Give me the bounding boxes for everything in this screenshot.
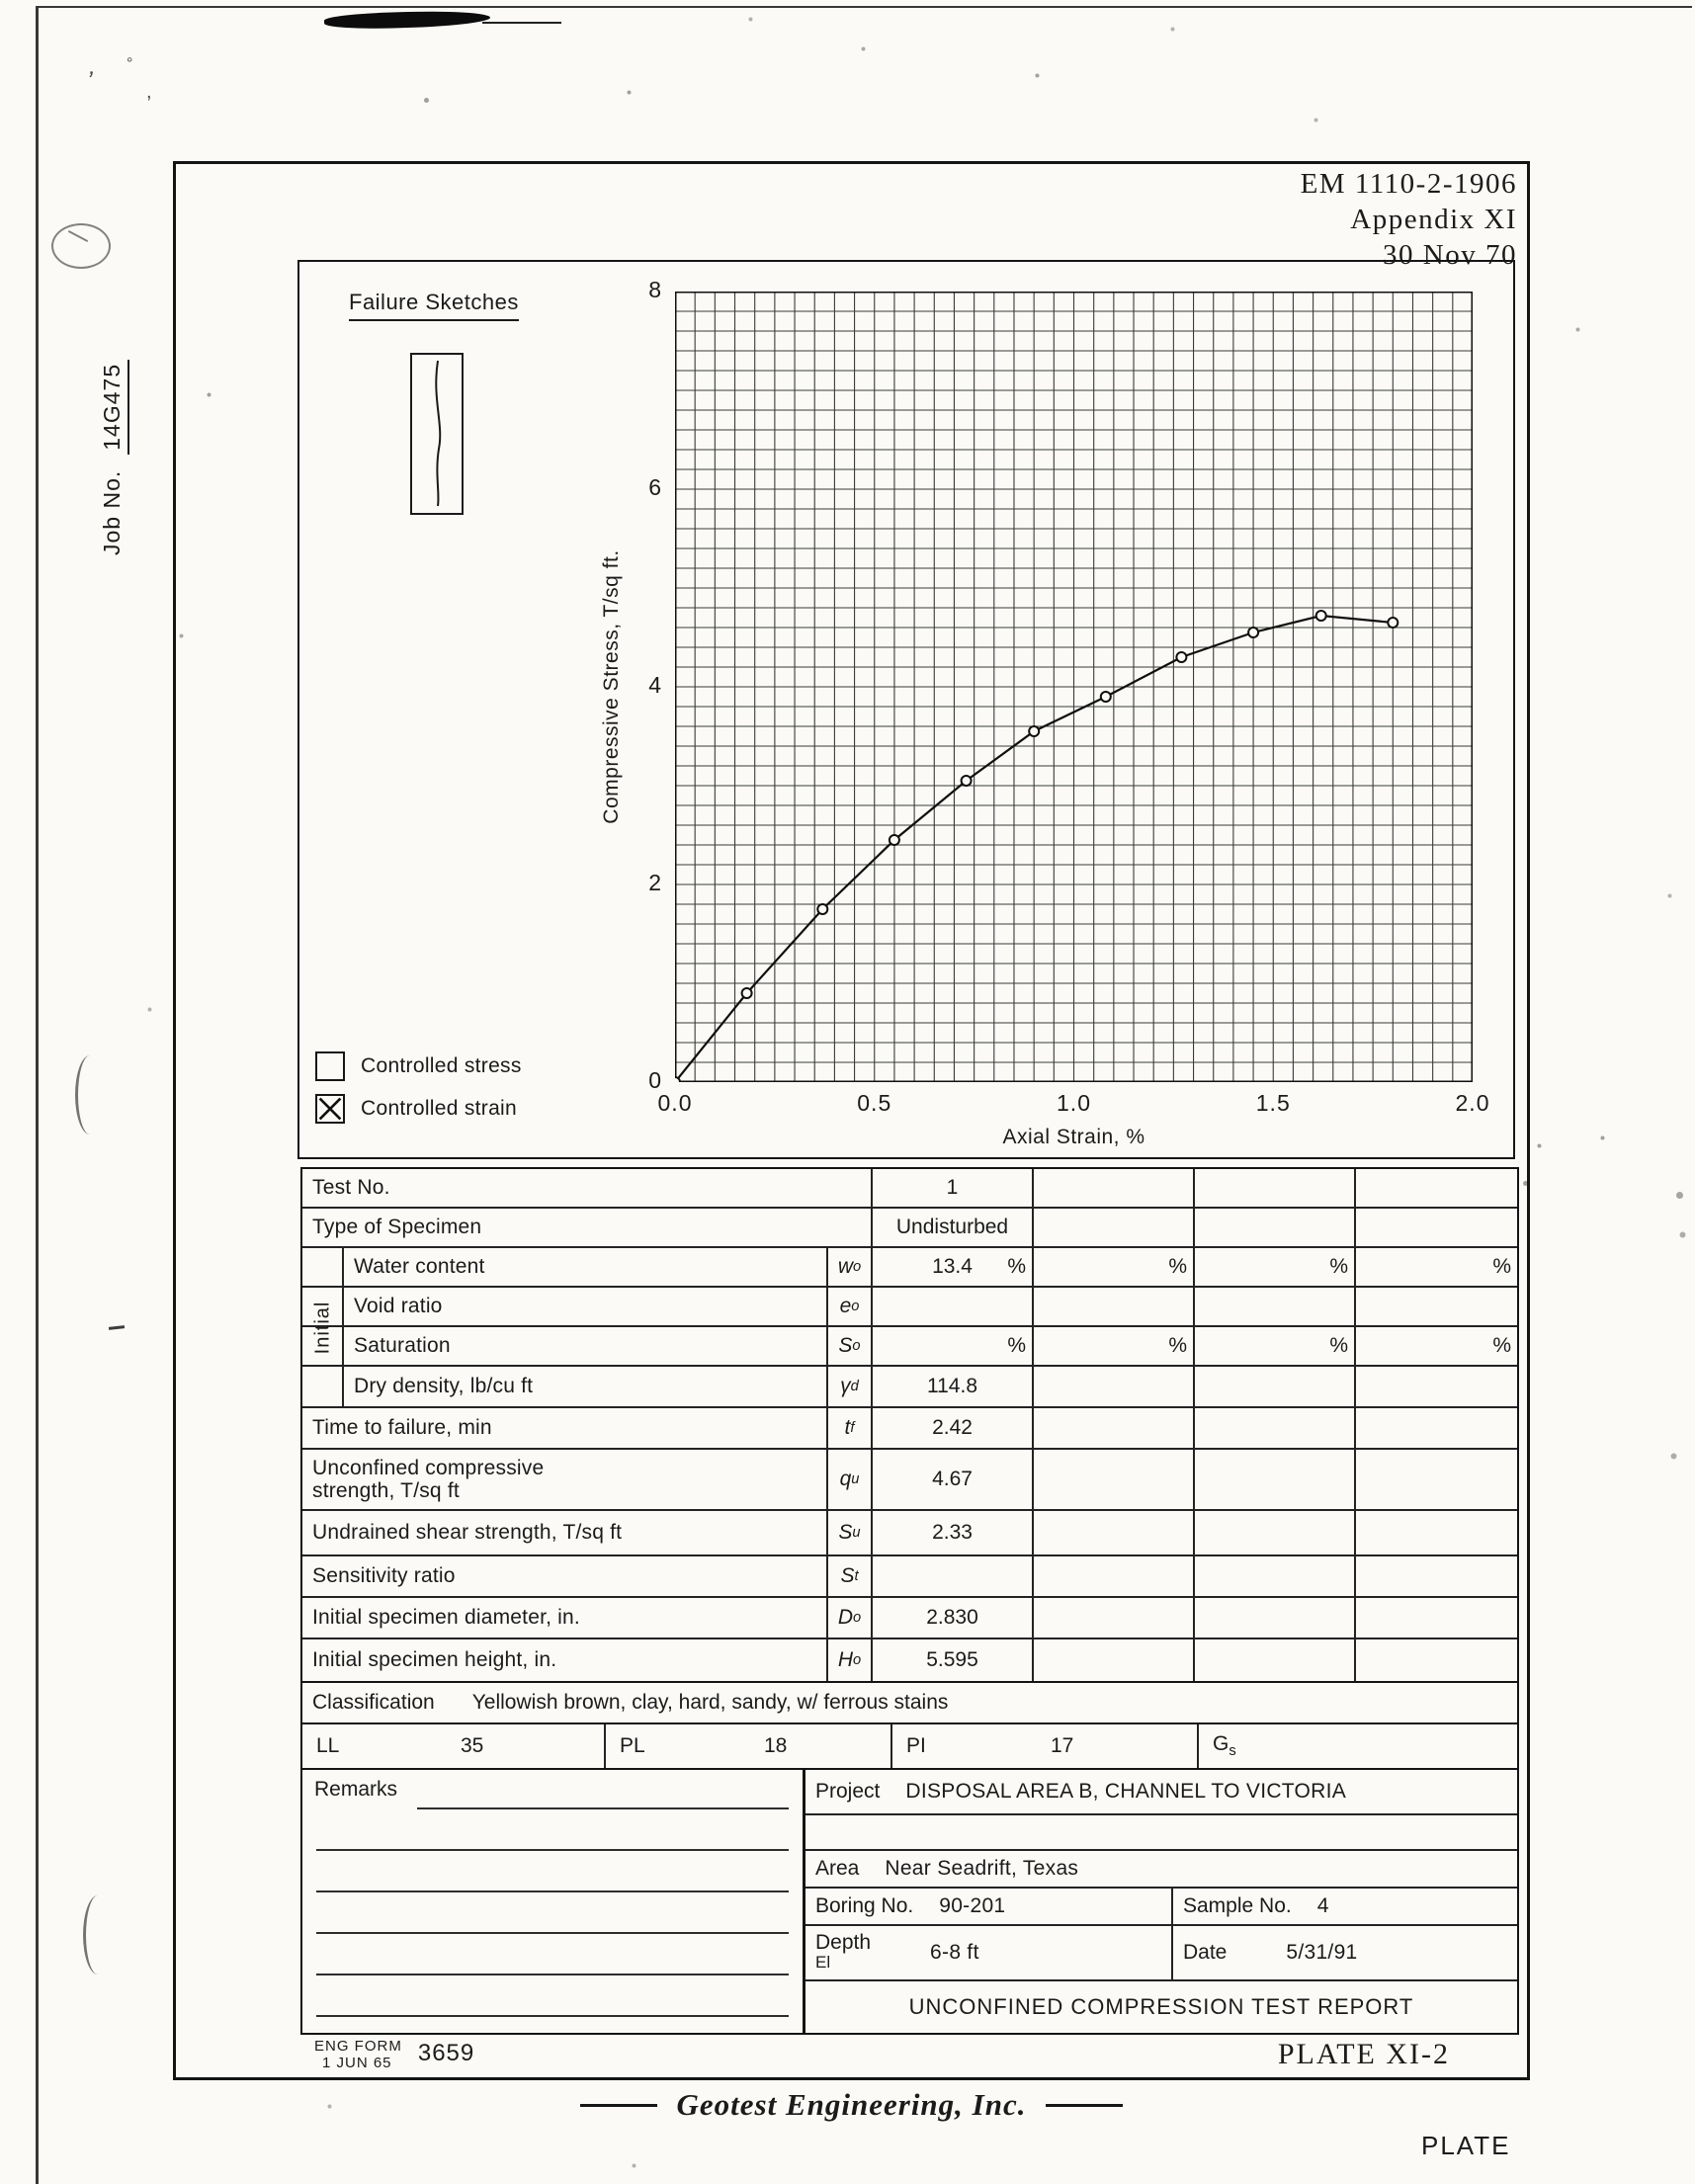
spec-table-row [302, 1288, 1517, 1327]
spec-value-cell [1356, 1248, 1517, 1286]
remarks-line [316, 1849, 789, 1851]
spec-value-cell [1195, 1367, 1356, 1406]
date-label: Date [1183, 1941, 1228, 1964]
spec-value-cell [1356, 1639, 1517, 1681]
chart-panel [297, 260, 1515, 1159]
spec-value-cell [1356, 1367, 1517, 1406]
percent-suffix: % [1329, 1255, 1348, 1278]
plate-corner-label: PLATE [1421, 2131, 1511, 2160]
scan-smudge [324, 9, 490, 31]
spec-row-label: Water content [344, 1248, 828, 1286]
boring-label: Boring No. [815, 1894, 914, 1917]
classification-value: Yellowish brown, clay, hard, sandy, w/ ferrous stains [471, 1691, 949, 1714]
spec-value-cell [1356, 1598, 1517, 1638]
spec-value-cell [1356, 1450, 1517, 1509]
spec-value-cell [1195, 1327, 1356, 1365]
controlled-stress-checkbox[interactable] [315, 1051, 345, 1081]
initial-group-strip [302, 1248, 344, 1286]
stray-mark: ° [127, 55, 133, 72]
depth-date-row [805, 1926, 1517, 1981]
spec-value-cell [1034, 1169, 1195, 1207]
initial-group-strip [302, 1327, 344, 1365]
project-row [805, 1770, 1517, 1815]
failure-sketch-crack [412, 355, 461, 512]
classification-row [300, 1683, 1519, 1724]
ll-cell [302, 1724, 606, 1768]
date-value: 5/31/91 [1286, 1941, 1358, 1964]
spec-row-symbol: e o [828, 1288, 873, 1325]
spec-value-cell: Undisturbed [873, 1209, 1034, 1246]
initial-group-strip [302, 1288, 344, 1325]
remarks-line [316, 1974, 789, 1975]
remarks-line [417, 1807, 789, 1809]
spec-table-row [302, 1327, 1517, 1367]
spec-value-cell: 13.4 % [873, 1248, 1034, 1286]
eng-form-label: ENG FORM [314, 2038, 402, 2055]
classification-label: Classification [312, 1691, 435, 1714]
spec-row-label: Void ratio [344, 1288, 828, 1325]
project-row-blank [805, 1815, 1517, 1851]
y-tick-label: 6 [648, 474, 661, 501]
spec-value-cell [1195, 1556, 1356, 1596]
x-tick-label: 0.0 [657, 1090, 693, 1116]
spec-value-cell: 2.42 [873, 1408, 1034, 1448]
project-value: DISPOSAL AREA B, CHANNEL TO VICTORIA [905, 1780, 1347, 1803]
spec-value-cell [1356, 1288, 1517, 1325]
chart-legend [315, 1050, 522, 1135]
stray-mark: ’ [84, 64, 96, 96]
x-tick-label: 2.0 [1455, 1090, 1490, 1116]
doc-ref: EM 1110-2-1906 [1300, 168, 1517, 200]
scan-edge-top [36, 6, 1692, 8]
job-number: 14G475 [99, 360, 129, 455]
document-header [1301, 166, 1517, 273]
spec-row-label: Test No. [302, 1169, 873, 1207]
spec-value-cell [1356, 1556, 1517, 1596]
spec-value-cell [1356, 1169, 1517, 1207]
spec-value-cell: 4.67 [873, 1450, 1034, 1509]
stray-mark-dash [109, 1325, 125, 1330]
spec-value-cell [1195, 1639, 1356, 1681]
spec-value-cell [1356, 1511, 1517, 1554]
controlled-strain-checkbox[interactable] [315, 1094, 345, 1124]
pl-label: PL [620, 1734, 645, 1757]
spec-table-row [302, 1408, 1517, 1450]
spec-row-label: Initial specimen height, in. [302, 1639, 828, 1681]
failure-sketch [410, 353, 464, 515]
spec-value-cell [1034, 1450, 1195, 1509]
spec-table-row [302, 1598, 1517, 1639]
spec-value-cell [1034, 1598, 1195, 1638]
company-row [173, 2087, 1530, 2123]
spec-table-row [302, 1556, 1517, 1598]
spec-value-cell: 1 [873, 1169, 1034, 1207]
form-footer [300, 2034, 1519, 2075]
spec-value-cell [1356, 1327, 1517, 1365]
spec-row-symbol: D o [828, 1598, 873, 1638]
company-name: Geotest Engineering, Inc. [676, 2087, 1027, 2122]
ll-label: LL [316, 1734, 340, 1757]
spec-table-row [302, 1248, 1517, 1288]
spec-table-row [302, 1367, 1517, 1408]
initial-group-strip [302, 1367, 344, 1406]
percent-suffix: % [1007, 1334, 1026, 1357]
spec-row-label: Saturation [344, 1327, 828, 1365]
percent-suffix: % [1329, 1334, 1348, 1357]
spec-table-row [302, 1639, 1517, 1681]
remarks-line [316, 1932, 789, 1934]
legend-row-controlled-strain [315, 1093, 522, 1125]
percent-suffix: % [1168, 1255, 1187, 1278]
pi-value: 17 [1051, 1734, 1074, 1757]
boring-sample-row [805, 1889, 1517, 1926]
job-label: Job No. [99, 469, 125, 555]
x-axis-label: Axial Strain, % [1002, 1126, 1145, 1148]
remarks-section [300, 1770, 1519, 2035]
percent-suffix: % [1007, 1255, 1026, 1278]
spec-value-cell [1034, 1209, 1195, 1246]
spec-row-label: Undrained shear strength, T/sq ft [302, 1511, 828, 1554]
spec-value-cell [1034, 1639, 1195, 1681]
spec-row-label: Initial specimen diameter, in. [302, 1598, 828, 1638]
initial-group-label: Initial [311, 1301, 334, 1354]
spec-value-cell [1195, 1209, 1356, 1246]
atterberg-row [300, 1724, 1519, 1770]
spec-value-cell [1034, 1288, 1195, 1325]
spec-value-cell [1356, 1209, 1517, 1246]
scan-edge-left [36, 6, 39, 2184]
spec-row-symbol: t f [828, 1408, 873, 1448]
company-rule-right [1046, 2104, 1123, 2107]
spec-value-cell [873, 1556, 1034, 1596]
spec-table-row [302, 1169, 1517, 1209]
eng-form-block [300, 2038, 474, 2071]
x-tick-label: 1.0 [1057, 1090, 1091, 1116]
spec-value-cell [1356, 1408, 1517, 1448]
spec-value-cell [1195, 1248, 1356, 1286]
boring-value: 90-201 [939, 1894, 1006, 1917]
area-label: Area [815, 1857, 860, 1880]
date-cell [1173, 1926, 1517, 1979]
form-number: 3659 [417, 2040, 475, 2066]
spec-table-row [302, 1450, 1517, 1511]
y-tick-label: 4 [648, 672, 661, 699]
failure-sketches-label: Failure Sketches [349, 290, 519, 321]
y-tick-label: 2 [648, 870, 661, 896]
doc-date: 30 Nov 70 [1383, 239, 1517, 271]
area-value: Near Seadrift, Texas [885, 1857, 1079, 1880]
form-frame [173, 161, 1530, 2080]
spec-value-cell [1195, 1450, 1356, 1509]
spec-row-symbol: H o [828, 1639, 873, 1681]
spec-value-cell [1195, 1288, 1356, 1325]
x-tick-label: 1.5 [1255, 1090, 1291, 1116]
y-axis-label: Compressive Stress, T/sq ft. [600, 549, 623, 824]
legend-label: Controlled strain [361, 1097, 518, 1120]
pi-label: PI [906, 1734, 926, 1757]
spec-row-symbol: S o [828, 1327, 873, 1365]
report-title-row [805, 1981, 1517, 2033]
area-row [805, 1851, 1517, 1889]
sample-cell [1173, 1889, 1517, 1924]
spec-row-symbol: w o [828, 1248, 873, 1286]
depth-cell [805, 1926, 1173, 1979]
y-axis-ticks [620, 277, 667, 1094]
percent-suffix: % [1492, 1255, 1511, 1278]
spec-value-cell [873, 1288, 1034, 1325]
pl-cell [606, 1724, 892, 1768]
spec-table-row [302, 1511, 1517, 1556]
depth-label: Depth El [815, 1931, 872, 1972]
depth-value: 6-8 ft [930, 1941, 979, 1964]
spec-row-label: Type of Specimen [302, 1209, 873, 1246]
legend-label: Controlled stress [361, 1054, 522, 1077]
spec-table-row [302, 1209, 1517, 1248]
percent-suffix: % [1168, 1334, 1187, 1357]
specimen-table [300, 1167, 1519, 1683]
gs-cell [1199, 1724, 1517, 1768]
spec-row-symbol: q u [828, 1450, 873, 1509]
results-section [300, 1167, 1519, 2035]
spec-row-symbol: S u [828, 1511, 873, 1554]
eng-form-date: 1 JUN 65 [322, 2055, 392, 2071]
spec-value-cell: 2.33 [873, 1511, 1034, 1554]
doc-appendix: Appendix XI [1350, 204, 1517, 235]
sample-label: Sample No. [1183, 1894, 1292, 1917]
remarks-line [316, 1890, 789, 1892]
boring-cell [805, 1889, 1173, 1924]
spec-row-label: Unconfined compressive strength, T/sq ft [302, 1450, 828, 1509]
stray-mark: , [146, 81, 152, 103]
stress-strain-plot [675, 292, 1473, 1082]
spec-value-cell [1034, 1556, 1195, 1596]
spec-value-cell [1195, 1511, 1356, 1554]
spec-value-cell [1034, 1327, 1195, 1365]
spec-value-cell: 2.830 [873, 1598, 1034, 1638]
hole-punch-mark [75, 1055, 105, 1134]
x-tick-label: 0.5 [857, 1090, 892, 1116]
spec-value-cell [873, 1327, 1034, 1365]
y-tick-label: 8 [648, 277, 661, 303]
spec-row-symbol: S t [828, 1556, 873, 1596]
job-number-vertical [99, 316, 129, 555]
spec-value-cell [1195, 1598, 1356, 1638]
scan-smudge-line [482, 22, 561, 24]
stress-strain-chart [675, 292, 1473, 1082]
hole-punch-mark [83, 1895, 113, 1974]
percent-suffix: % [1492, 1334, 1511, 1357]
report-title: UNCONFINED COMPRESSION TEST REPORT [908, 1994, 1414, 2019]
spec-value-cell: 114.8 [873, 1367, 1034, 1406]
spec-row-label: Dry density, lb/cu ft [344, 1367, 828, 1406]
company-rule-left [580, 2104, 657, 2107]
x-axis-ticks [657, 1090, 1490, 1118]
spec-value-cell: 5.595 [873, 1639, 1034, 1681]
remarks-label: Remarks [314, 1778, 398, 1801]
spec-value-cell [1034, 1248, 1195, 1286]
spec-value-cell [1034, 1367, 1195, 1406]
y-tick-label: 0 [648, 1067, 661, 1094]
spec-value-cell [1034, 1408, 1195, 1448]
spec-value-cell [1195, 1408, 1356, 1448]
remarks-line [316, 2015, 789, 2017]
legend-row-controlled-stress [315, 1050, 522, 1082]
spec-row-label: Time to failure, min [302, 1408, 828, 1448]
project-label: Project [815, 1780, 881, 1803]
hole-punch-mark [51, 223, 111, 269]
plate-number: PLATE XI-2 [1277, 2038, 1450, 2070]
spec-row-label: Sensitivity ratio [302, 1556, 828, 1596]
spec-value-cell [1034, 1511, 1195, 1554]
spec-row-symbol: γ d [828, 1367, 873, 1406]
sample-value: 4 [1316, 1894, 1329, 1917]
pi-cell [892, 1724, 1199, 1768]
scan-noise [0, 0, 3, 3]
project-info-box [803, 1770, 1517, 2033]
spec-value-cell [1195, 1169, 1356, 1207]
pl-value: 18 [764, 1734, 788, 1757]
gs-label: $G_s$ [1213, 1732, 1236, 1760]
ll-value: 35 [461, 1734, 484, 1757]
